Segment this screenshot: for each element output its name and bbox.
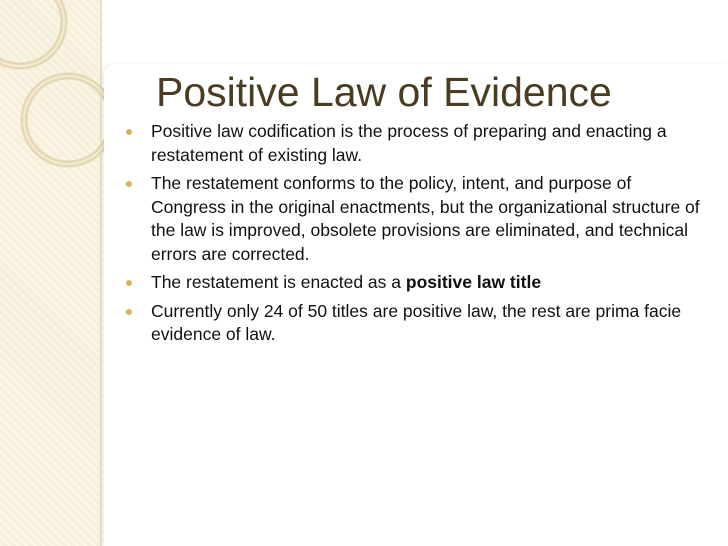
bullet-item: [126, 172, 706, 266]
bullet-item: [126, 271, 706, 295]
bullet-item: [126, 120, 706, 167]
round-bullet-icon: [126, 309, 132, 315]
bullet-text: Currently only 24 of 50 titles are positive law, the rest are prima facie evidence of law.: [151, 300, 682, 344]
round-bullet-icon: [126, 181, 132, 187]
bullet-text: The restatement is enacted as a: [151, 272, 406, 292]
bullet-text: Positive law codification is the process of preparing and enacting a restatement of existing law.: [151, 121, 667, 165]
round-bullet-icon: [126, 129, 132, 135]
bullet-bold-text: positive law title: [405, 272, 542, 292]
bullet-item: [126, 300, 706, 347]
bullet-list: [126, 120, 706, 352]
slide-title: Positive Law of Evidence: [156, 69, 612, 115]
bullet-text: The restatement conforms to the policy, intent, and purpose of Congress in the original enactments, but the organizational structure of the law is improved, obsolete provisions are eliminated, and technical errors are corrected.: [151, 173, 700, 264]
round-bullet-icon: [126, 280, 132, 286]
